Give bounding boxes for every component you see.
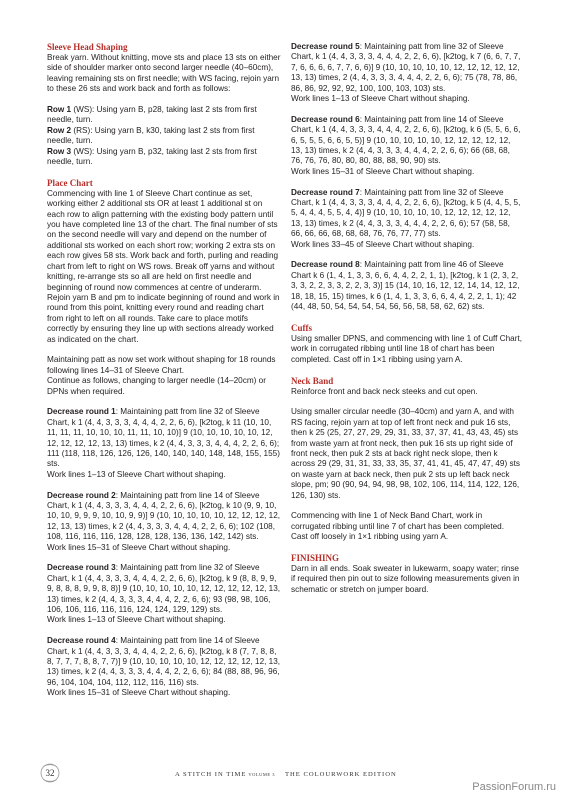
decrease-round-1-text: : Maintaining patt from line 32 of Sleeve Chart, k 1 (4, 4, 3, 3, 3, 4, 4, 4, 2, 2, 6, 6), [k2tog, k 11 (10, 10, 11, 11, 11, 10, 10, 10, 11, 11, 10, 10)] 9 (10, 10, 10, 10, 10, 12, 12, 12, 12, 12, 13, 13) times, k 2 (4, 4, 3, 3, 3, 4, 4, 4, 2, 2, 6, 6); 111 (118, 118, 126, 126, 126, 140, 140, 140, 148, 148, 155, 155) sts. Work lines 1–13 of Sleeve Chart without shaping. (47, 407, 280, 479)
right-column (291, 42, 523, 606)
neck-band-text-2: Using smaller circular needle (30–40cm) and yarn A, and with RS facing, rejoin yarn at top of left front neck and puk 16 sts, then k 25 (25, 27, 27, 29, 29, 31, 33, 37, 37, 41, 43, 43, 45) sts from waste yarn at front neck, then puk 16 sts up right side of front neck, then puk 2 sts at back right neck slope, then k across 29 (29, 31, 31, 33, 33, 35, 37, 41, 41, 45, 47, 47, 49) sts on waste yarn at back neck, then puk 2 sts up left back neck slope, pm; 90 (90, 94, 94, 98, 98, 102, 106, 114, 114, 122, 126, 126, 130) sts. (291, 407, 520, 500)
row-2-text: (RS): Using yarn B, k30, taking last 2 sts from first needle, turn. (47, 125, 255, 146)
row-1 (47, 105, 281, 126)
decrease-round-5-text: : Maintaining patt from line 32 of Sleeve Chart, k 1 (4, 4, 3, 3, 3, 4, 4, 4, 2, 2, 6, 6), [k2tog, k 7 (6, 6, 7, 7, 7, 6, 6, 6, 6, 7, 7, 6, 6)] 9 (10, 10, 10, 10, 10, 12, 12, 12, 12, 12, 13, 13) times, 2 (4, 4, 3, 3, 3, 4, 4, 4, 2, 2, 6, 6); 75 (78, 78, 86, 86, 86, 92, 92, 92, 100, 100, 103, 103) sts. Work lines 1–13 of Sleeve Chart without shaping. (291, 42, 521, 104)
neck-band-text-1: Reinforce front and back neck steeks and cut open. (291, 386, 478, 396)
sleeve-head-heading: Sleeve Head Shaping (47, 42, 128, 52)
decrease-round-6 (291, 115, 523, 177)
decrease-round-3-text: : Maintaining patt from line 32 of Sleeve Chart, k 1 (4, 4, 3, 3, 3, 4, 4, 4, 2, 2, 6, 6), [k2tog, k 9 (8, 8, 9, 9, 9, 8, 8, 8, 9, 9, 8, 8)] 9 (10, 10, 10, 10, 10, 12, 12, 12, 12, 12, 13, 13) times, k 2 (4, 4, 3, 3, 3, 4, 4, 4, 2, 2, 6, 6); 93 (98, 98, 106, 106, 106, 116, 116, 116, 124, 124, 129, 129) sts. Work lines 1–13 of Sleeve Chart without shaping. (47, 563, 281, 625)
decrease-round-5 (291, 42, 523, 104)
magazine-title: A STITCH IN TIME (175, 771, 247, 778)
decrease-round-7-text: : Maintaining patt from line 32 of Sleeve Chart, k 1 (4, 4, 3, 3, 3, 4, 4, 4, 2, 2, 6, 6), [k2tog, k 5 (4, 4, 5, 5, 5, 4, 4, 4, 5, 5, 4, 4)] 9 (10, 10, 10, 10, 10, 12, 12, 12, 12, 12, 13, 13) times, k 2 (4, 4, 3, 3, 3, 4, 4, 4, 2, 2, 6, 6); 57 (58, 58, 66, 66, 66, 68, 68, 68, 76, 76, 77, 77) sts. Work lines 33–45 of Sleeve Chart without shaping. (291, 187, 521, 249)
row-2-label: Row 2 (47, 125, 72, 135)
decrease-round-8-text: : Maintaining patt from line 46 of Sleeve Chart k 6 (1, 4, 1, 3, 3, 6, 6, 4, 4, 2, 2, 1, 1), [k2tog, k 1 (2, 3, 2, 3, 3, 2, 2, 3, 3, 2, 2, 3, 3)] 15 (14, 10, 16, 12, 12, 14, 14, 12, 12, 18, 18, 15, 15) times, k 6 (1, 4, 1, 3, 3, 6, 6, 4, 4, 2, 2, 1, 1); 42 (44, 48, 50, 54, 54, 54, 54, 56, 56, 58, 58, 62, 62) sts. (291, 260, 520, 312)
edition-title: THE COLOURWORK EDITION (285, 771, 397, 778)
watermark: PassionForum.ru (472, 781, 556, 793)
place-chart-text: Commencing with line 1 of Sleeve Chart continue as set, working either 2 additional sts OR at least 1 additional st on each row to align patterning with the existing body pattern until you have completed line 13 of the chart. The final number of sts on the second needle will vary and depend on the number of additional sts worked on each short row; working 2 extra sts on each row gives 58 sts. Work back and forth, purling and reading chart from left to right on WS rows. Break off yarns and without knitting, re-arrange sts so all are held on first needle and beginning of round now commences at centre of underarm. Rejoin yarn B and pm to indicate beginning of round and work in round from this point, knitting every round and reading chart from right to left on all rounds. Take care to place motifs correctly by ensuring they line up with sections already worked as indicated on the chart. (47, 188, 280, 344)
left-column (47, 42, 281, 709)
finishing-text: Darn in all ends. Soak sweater in lukewarm, soapy water; rinse if required then pin out to size following measurements given in schematic or stretch on jumper board. (291, 563, 520, 594)
cuffs-text: Using smaller DPNS, and commencing with line 1 of Cuff Chart, work in corrugated ribbing until line 18 of chart has been completed. Cast off in 1×1 ribbing using yarn A. (291, 333, 523, 364)
decrease-round-6-label: Decrease round 6 (291, 114, 360, 124)
cuffs-heading: Cuffs (291, 322, 313, 333)
decrease-round-2-label: Decrease round 2 (47, 490, 116, 500)
row-3 (47, 147, 281, 168)
neck-band-text-3: Commencing with line 1 of Neck Band Chart, work in corrugated ribbing until line 7 of chart has been completed. Cast off loosely in 1×1 ribbing using yarn A. (291, 511, 505, 542)
finishing-heading: FINISHING (291, 552, 340, 563)
decrease-round-8-label: Decrease round 8 (291, 260, 360, 270)
decrease-round-3-label: Decrease round 3 (47, 563, 116, 573)
row-3-label: Row 3 (47, 146, 72, 156)
place-chart-heading: Place Chart (47, 177, 93, 188)
decrease-round-4-text: : Maintaining patt from line 14 of Sleeve Chart, k 1 (4, 4, 3, 3, 3, 4, 4, 4, 2, 2, 6, 6), [k2tog, k 8 (7, 7, 8, 8, 8, 7, 7, 7, 8, 8, 7, 7)] 9 (10, 10, 10, 10, 10, 12, 12, 12, 12, 12, 13, 13) times, k 2 (4, 4, 3, 3, 3, 4, 4, 4, 2, 2, 6, 6); 84 (88, 88, 96, 96, 96, 104, 104, 104, 112, 112, 116, 116) sts. Work lines 15–31 of Sleeve Chart without shaping. (47, 636, 281, 698)
decrease-round-6-text: : Maintaining patt from line 14 of Sleeve Chart, k 1 (4, 4, 3, 3, 3, 4, 4, 4, 2, 2, 6, 6), [k2tog, k 6 (5, 5, 6, 6, 6, 5, 5, 5, 6, 6, 5, 5)] 9 (10, 10, 10, 10, 10, 12, 12, 12, 12, 12, 13, 13) times, k 2 (4, 4, 3, 3, 3, 4, 4, 4, 2, 2, 6, 6); 66 (68, 68, 76, 76, 76, 80, 80, 80, 88, 88, 90, 90) sts. Work lines 15–31 of Sleeve Chart without shaping. (291, 114, 521, 176)
decrease-round-2-text: : Maintaining patt from line 14 of Sleeve Chart, k 1 (4, 4, 3, 3, 3, 4, 4, 4, 2, 2, 6, 6), [k2tog, k 10 (9, 9, 10, 10, 10, 9, 9, 9, 10, 10, 9, 9)] 9 (10, 10, 10, 10, 10, 12, 12, 12, 12, 12, 13, 13) times, k 2 (4, 4, 3, 3, 3, 4, 4, 4, 2, 2, 6, 6); 102 (108, 108, 116, 116, 116, 128, 128, 128, 136, 136, 142, 142) sts. Work lines 15–31 of Sleeve Chart without shaping. (47, 490, 281, 552)
decrease-round-7 (291, 188, 523, 250)
decrease-round-7-label: Decrease round 7 (291, 187, 360, 197)
row-3-text: (WS): Using yarn B, p32, taking last 2 sts from first needle, turn. (47, 146, 257, 167)
page-number: 32 (45, 768, 55, 778)
decrease-round-1-label: Decrease round 1 (47, 407, 116, 417)
decrease-round-5-label: Decrease round 5 (291, 42, 360, 51)
volume-label: VOLUME 3 (248, 772, 275, 777)
decrease-round-8 (291, 260, 523, 312)
maintain-text: Maintaining patt as now set work without shaping for 18 rounds following lines 14–31 of Sleeve Chart. Continue as follows, changing to larger needle (14–20cm) or DPNs when required. (47, 355, 276, 396)
decrease-round-1 (47, 407, 281, 480)
decrease-round-4 (47, 636, 281, 698)
decrease-round-2 (47, 491, 281, 553)
decrease-round-3 (47, 563, 281, 625)
row-1-label: Row 1 (47, 105, 72, 115)
running-footer (175, 771, 397, 778)
decrease-round-4-label: Decrease round 4 (47, 636, 116, 646)
neck-band-heading: Neck Band (291, 375, 334, 386)
row-1-text: (WS): Using yarn B, p28, taking last 2 sts from first needle, turn. (47, 105, 257, 125)
sleeve-head-text: Break yarn. Without knitting, move sts and place 13 sts on either side of shoulder marker onto second larger needle (40–60cm), leaving remaining sts on first needle; with WS facing, rejoin yarn to these 26 sts and work back and forth as follows: (47, 53, 281, 94)
row-2 (47, 126, 281, 147)
